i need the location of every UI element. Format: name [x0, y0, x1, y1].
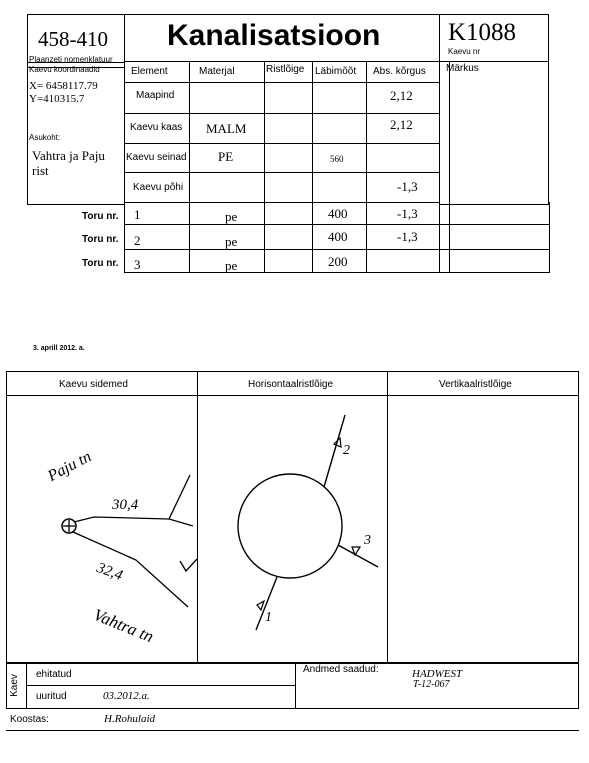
row-ground-elev: 2,12 [390, 88, 413, 103]
header-remarks: Märkus [446, 63, 479, 74]
row-walls-diameter: 560 [330, 154, 344, 164]
data-source-line2: T-12-067 [413, 679, 450, 690]
author-label: Koostas: [10, 714, 49, 725]
pipe2-marker: 2 [343, 443, 350, 458]
row-cover-elev: 2,12 [390, 117, 413, 132]
pipe1-diameter: 400 [328, 206, 348, 221]
row-bottom-elev: -1,3 [397, 179, 418, 194]
data-source-line1: HADWEST [412, 668, 463, 680]
footer-surveyed-label: uuritud [36, 691, 67, 702]
data-source-label: Andmed saadud: [303, 664, 379, 675]
coords-label: Kaevu koordinaadid [29, 65, 100, 74]
pipe3-number: 3 [134, 257, 141, 272]
pipe3-diameter: 200 [328, 254, 348, 269]
pipe2-number: 2 [134, 233, 141, 248]
footer-box [6, 663, 579, 709]
section-vertical-title: Vertikaalristlõige [439, 379, 512, 390]
header-elevation: Abs. kõrgus [373, 66, 426, 77]
pipe2-material: pe [225, 234, 238, 249]
sheet-number-box [27, 14, 125, 68]
location-line1: Vahtra ja Paju [32, 148, 105, 163]
header-material: Materjal [199, 66, 235, 77]
pipe2-elev: -1,3 [397, 229, 418, 244]
row-bottom-label: Kaevu põhi [133, 182, 184, 193]
location-line2: rist [32, 163, 49, 178]
footer-built-label: ehitatud [36, 669, 72, 680]
sketch-dist1: 30,4 [112, 497, 139, 513]
header-diameter: Läbimõõt [315, 66, 357, 77]
title-box [124, 14, 440, 62]
row-ground-label: Maapind [136, 90, 175, 101]
pipe1-marker: 1 [265, 610, 272, 625]
well-id: K1088 [448, 19, 517, 46]
well-circle [238, 474, 342, 578]
section-horizontal-title: Horisontaalristlõige [248, 379, 334, 390]
row-cover-material: MALM [206, 121, 247, 136]
footer-side-label: Kaev [8, 674, 20, 697]
location-label: Asukoht: [29, 133, 61, 142]
pipe3-material: pe [225, 258, 238, 273]
author-value: H.Rohulaid [104, 713, 156, 725]
row-walls-label: Kaevu seinad [126, 152, 187, 163]
well-id-label: Kaevu nr [448, 47, 481, 56]
pipe1-label: Toru nr. [82, 211, 119, 222]
pipe3-marker: 3 [364, 533, 371, 548]
pipe1-number: 1 [134, 207, 141, 222]
header-element: Element [131, 66, 168, 77]
sheet-number: 458-410 [38, 27, 108, 51]
row-walls-material: PE [218, 149, 234, 164]
remarks-column [439, 61, 549, 205]
date-line: 3. aprill 2012. a. [33, 345, 85, 352]
sketch-dist2: 32,4 [94, 560, 125, 585]
horizontal-sketch [197, 395, 387, 663]
pipe2-label: Toru nr. [82, 234, 119, 245]
coord-x: X= 6458117.79 [29, 80, 98, 92]
row-cover-label: Kaevu kaas [130, 122, 183, 133]
sketch-street2: Vahtra tn [90, 605, 157, 647]
section-links-title: Kaevu sidemed [59, 379, 128, 390]
pipe1-material: pe [225, 209, 238, 224]
pipe1-elev: -1,3 [397, 206, 418, 221]
pipe2-diameter: 400 [328, 229, 348, 244]
page-title: Kanalisatsioon [167, 19, 381, 52]
coord-y: Y=410315.7 [29, 93, 85, 105]
coords-box [27, 62, 125, 205]
header-cross-section: Ristlõige [266, 64, 305, 75]
pipe3-label: Toru nr. [82, 258, 119, 269]
sheet-label: Plaanzeti nomenklatuur [29, 55, 113, 64]
footer-surveyed-value: 03.2012.a. [103, 690, 150, 702]
well-id-box [439, 14, 549, 62]
sketch-street1: Paju tn [45, 448, 95, 486]
